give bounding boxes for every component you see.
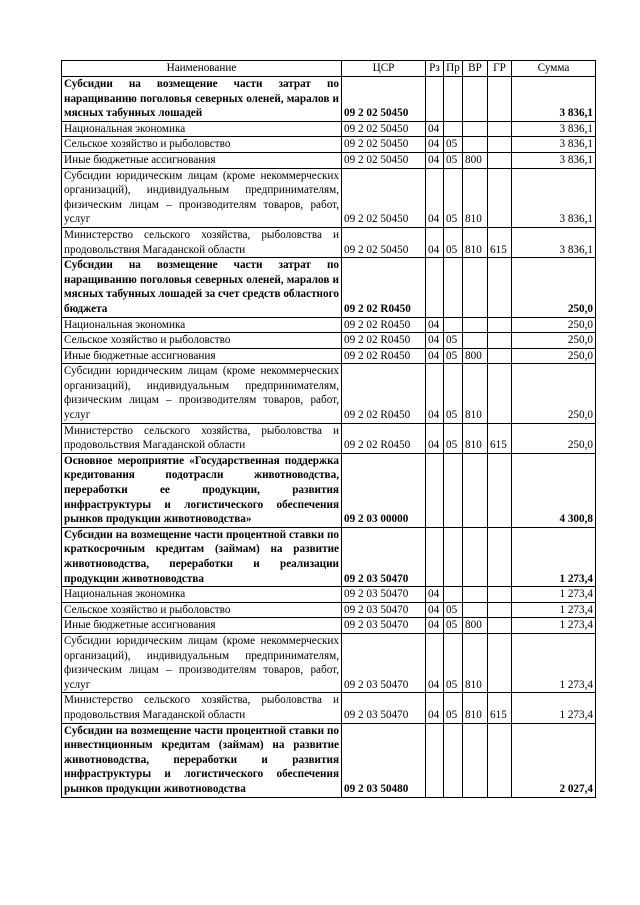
cell-gr [488,527,512,586]
cell-vr [463,527,488,586]
cell-gr [488,348,512,364]
cell-csr: 09 2 02 R0450 [342,423,426,453]
cell-sum: 250,0 [512,317,596,333]
cell-rz: 04 [426,348,444,364]
cell-sum: 3 836,1 [512,121,596,137]
cell-rz: 04 [426,602,444,618]
cell-pr [444,317,463,333]
cell-rz: 04 [426,423,444,453]
cell-csr: 09 2 03 50470 [342,587,426,603]
table-row [62,258,596,317]
table-row [62,587,596,603]
cell-name: Субсидии юридическим лицам (кроме некоммерческих организаций), индивидуальным предпринимателям, физическим лицам – производителям товаров, работ, услуг [62,633,342,692]
table-row [62,602,596,618]
cell-vr [463,317,488,333]
header-sum: Сумма [512,61,596,77]
cell-name: Субсидии на возмещение части процентной ставки по краткосрочным кредитам (займам) на развитие животноводства, переработки и реализации продукции животноводства [62,527,342,586]
cell-vr [463,137,488,153]
cell-vr: 800 [463,348,488,364]
cell-pr: 05 [444,168,463,227]
cell-gr [488,168,512,227]
header-gr: ГР [488,61,512,77]
table-row [62,693,596,723]
cell-name: Сельское хозяйство и рыболовство [62,333,342,349]
cell-vr: 810 [463,423,488,453]
table-row [62,152,596,168]
cell-name: Основное мероприятие «Государственная поддержка кредитования подотрасли животноводства, переработки ее продукции, развития инфраструктуры и логистического обеспечения рынков продукции животноводства» [62,453,342,527]
cell-name: Субсидии на возмещение части процентной ставки по инвестиционным кредитам (займам) на развитие животноводства, переработки и развития инфраструктуры и логистического обеспечения рынков продукции животноводства [62,723,342,797]
cell-pr [444,587,463,603]
cell-csr: 09 2 03 00000 [342,453,426,527]
cell-rz: 04 [426,227,444,257]
cell-vr [463,333,488,349]
cell-rz: 04 [426,152,444,168]
cell-name: Субсидии юридическим лицам (кроме некоммерческих организаций), индивидуальным предпринимателям, физическим лицам – производителям товаров, работ, услуг [62,364,342,423]
cell-vr: 800 [463,618,488,634]
cell-name: Министерство сельского хозяйства, рыболовства и продовольствия Магаданской области [62,693,342,723]
cell-name: Иные бюджетные ассигнования [62,618,342,634]
cell-name: Иные бюджетные ассигнования [62,152,342,168]
cell-vr: 810 [463,364,488,423]
cell-vr [463,602,488,618]
cell-gr: 615 [488,693,512,723]
cell-csr: 09 2 02 50450 [342,137,426,153]
table-row [62,618,596,634]
table-row [62,137,596,153]
cell-sum: 1 273,4 [512,602,596,618]
cell-rz [426,723,444,797]
cell-csr: 09 2 02 50450 [342,152,426,168]
cell-pr: 05 [444,618,463,634]
cell-name: Иные бюджетные ассигнования [62,348,342,364]
cell-sum: 1 273,4 [512,693,596,723]
cell-sum: 250,0 [512,333,596,349]
cell-csr: 09 2 02 50450 [342,227,426,257]
cell-name: Сельское хозяйство и рыболовство [62,137,342,153]
cell-sum: 250,0 [512,258,596,317]
cell-pr: 05 [444,333,463,349]
cell-rz: 04 [426,333,444,349]
cell-rz: 04 [426,121,444,137]
cell-name: Министерство сельского хозяйства, рыболовства и продовольствия Магаданской области [62,423,342,453]
cell-gr [488,618,512,634]
cell-pr: 05 [444,364,463,423]
table-row [62,227,596,257]
cell-vr [463,723,488,797]
cell-rz: 04 [426,317,444,333]
cell-pr [444,453,463,527]
cell-csr: 09 2 03 50470 [342,693,426,723]
cell-vr [463,121,488,137]
cell-csr: 09 2 03 50470 [342,618,426,634]
cell-name: Национальная экономика [62,121,342,137]
cell-pr: 05 [444,137,463,153]
table-body [62,77,596,798]
cell-rz [426,453,444,527]
cell-csr: 09 2 02 R0450 [342,333,426,349]
cell-gr [488,633,512,692]
cell-vr [463,258,488,317]
budget-document [61,60,596,798]
cell-name: Субсидии юридическим лицам (кроме некоммерческих организаций), индивидуальным предпринимателям, физическим лицам – производителям товаров, работ, услуг [62,168,342,227]
cell-csr: 09 2 02 R0450 [342,348,426,364]
cell-sum: 3 836,1 [512,137,596,153]
cell-gr [488,77,512,122]
cell-vr [463,587,488,603]
cell-rz [426,258,444,317]
cell-sum: 2 027,4 [512,723,596,797]
cell-csr: 09 2 03 50470 [342,602,426,618]
cell-gr [488,121,512,137]
cell-pr: 05 [444,693,463,723]
cell-gr [488,317,512,333]
cell-pr [444,723,463,797]
cell-csr: 09 2 02 50450 [342,77,426,122]
cell-name: Сельское хозяйство и рыболовство [62,602,342,618]
cell-csr: 09 2 03 50470 [342,527,426,586]
table-row [62,77,596,122]
header-name: Наименование [62,61,342,77]
cell-vr [463,77,488,122]
table-header-row [62,61,596,77]
cell-sum: 250,0 [512,348,596,364]
cell-pr: 05 [444,602,463,618]
cell-gr: 615 [488,227,512,257]
table-row [62,168,596,227]
table-row [62,723,596,797]
header-csr: ЦСР [342,61,426,77]
cell-rz: 04 [426,633,444,692]
cell-gr [488,152,512,168]
header-vr: ВР [463,61,488,77]
cell-pr [444,121,463,137]
cell-name: Национальная экономика [62,317,342,333]
table-row [62,633,596,692]
table-row [62,317,596,333]
cell-csr: 09 2 02 R0450 [342,317,426,333]
cell-pr: 05 [444,423,463,453]
cell-sum: 3 836,1 [512,152,596,168]
cell-pr [444,258,463,317]
cell-csr: 09 2 02 50450 [342,121,426,137]
table-row [62,348,596,364]
cell-pr: 05 [444,633,463,692]
cell-vr [463,453,488,527]
cell-csr: 09 2 03 50480 [342,723,426,797]
cell-sum: 250,0 [512,423,596,453]
header-rz: Рз [426,61,444,77]
cell-vr: 800 [463,152,488,168]
cell-name: Министерство сельского хозяйства, рыболовства и продовольствия Магаданской области [62,227,342,257]
cell-vr: 810 [463,693,488,723]
cell-pr: 05 [444,227,463,257]
cell-vr: 810 [463,227,488,257]
header-pr: Пр [444,61,463,77]
cell-sum: 3 836,1 [512,227,596,257]
table-row [62,423,596,453]
cell-csr: 09 2 03 50470 [342,633,426,692]
cell-gr [488,587,512,603]
cell-rz: 04 [426,168,444,227]
table-row [62,333,596,349]
cell-rz: 04 [426,364,444,423]
cell-gr [488,453,512,527]
table-row [62,364,596,423]
cell-pr [444,77,463,122]
cell-sum: 4 300,8 [512,453,596,527]
cell-csr: 09 2 02 50450 [342,168,426,227]
cell-name: Национальная экономика [62,587,342,603]
table-row [62,453,596,527]
cell-name: Субсидии на возмещение части затрат по наращиванию поголовья северных оленей, маралов и мясных табунных лошадей [62,77,342,122]
cell-gr [488,602,512,618]
cell-gr [488,333,512,349]
cell-rz: 04 [426,693,444,723]
cell-rz: 04 [426,618,444,634]
cell-csr: 09 2 02 R0450 [342,258,426,317]
table-row [62,527,596,586]
cell-gr [488,137,512,153]
cell-sum: 3 836,1 [512,168,596,227]
cell-rz [426,527,444,586]
cell-gr [488,258,512,317]
cell-gr: 615 [488,423,512,453]
cell-sum: 1 273,4 [512,618,596,634]
cell-gr [488,364,512,423]
cell-sum: 1 273,4 [512,587,596,603]
cell-pr: 05 [444,348,463,364]
cell-sum: 3 836,1 [512,77,596,122]
cell-gr [488,723,512,797]
cell-csr: 09 2 02 R0450 [342,364,426,423]
budget-table [61,60,596,798]
cell-sum: 1 273,4 [512,633,596,692]
cell-rz: 04 [426,587,444,603]
cell-sum: 1 273,4 [512,527,596,586]
cell-pr: 05 [444,152,463,168]
cell-rz: 04 [426,137,444,153]
cell-pr [444,527,463,586]
cell-rz [426,77,444,122]
cell-vr: 810 [463,633,488,692]
cell-vr: 810 [463,168,488,227]
cell-name: Субсидии на возмещение части затрат по наращиванию поголовья северных оленей, маралов и мясных табунных лошадей за счет средств областного бюджета [62,258,342,317]
table-row [62,121,596,137]
cell-sum: 250,0 [512,364,596,423]
